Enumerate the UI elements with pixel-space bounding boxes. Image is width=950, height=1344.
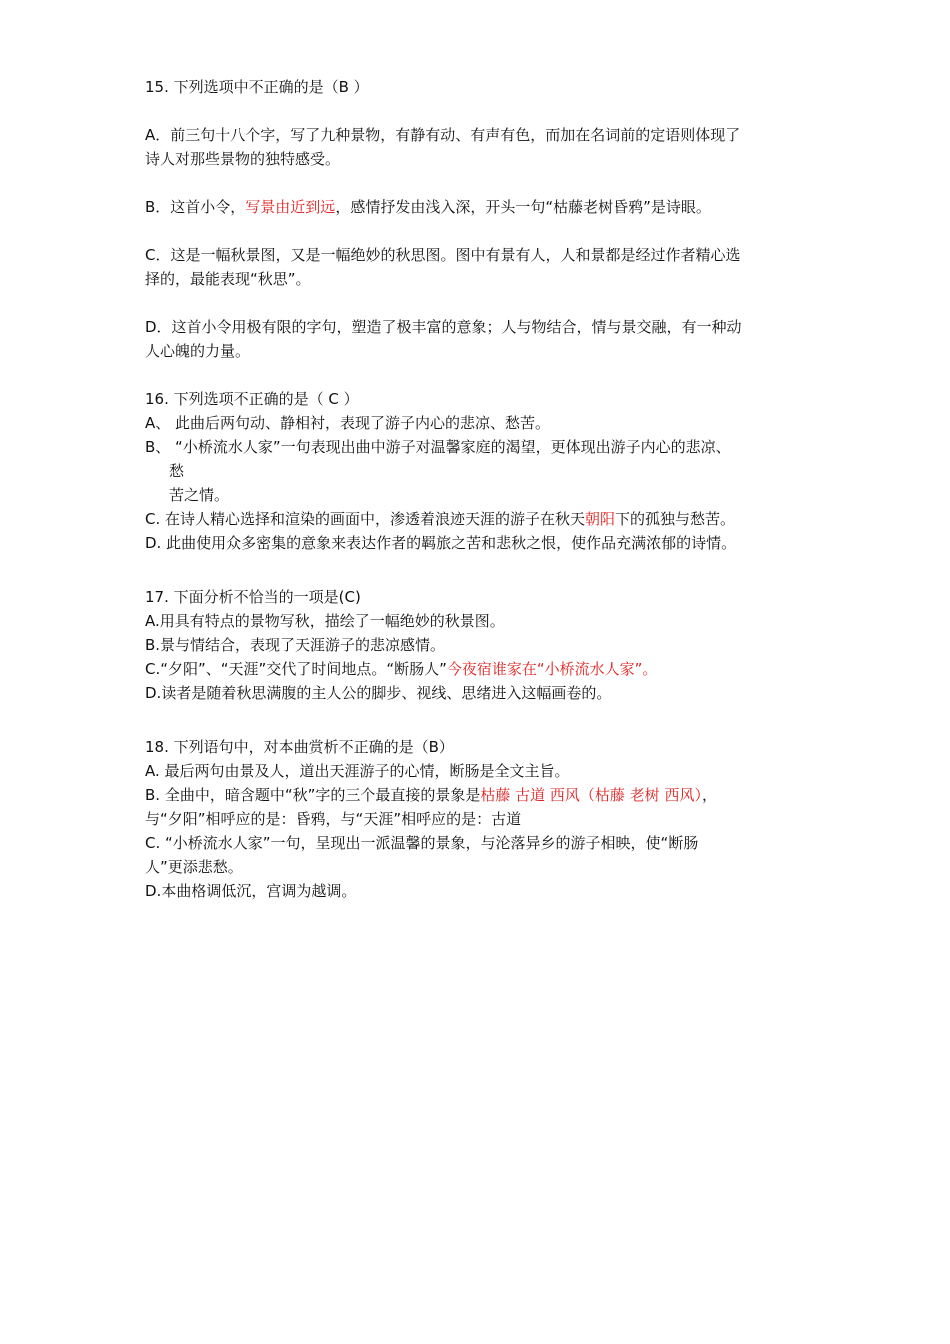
- option-16-b-line-2: 愁: [169, 462, 185, 480]
- option-16-d: D. 此曲使用众多密集的意象来表达作者的羁旅之苦和悲秋之恨，使作品充满浓郁的诗情。: [145, 534, 737, 552]
- option-15-c-line-1: C．这是一幅秋景图，又是一幅绝妙的秋思图。图中有景有人，人和景都是经过作者精心选: [145, 246, 741, 264]
- option-18-b-line-2: 与“夕阳”相呼应的是：昏鸦，与“天涯”相呼应的是：古道: [145, 810, 522, 828]
- option-16-c: [145, 507, 825, 531]
- question-18: [145, 735, 825, 903]
- option-18-d: D.本曲格调低沉，宫调为越调。: [145, 882, 357, 900]
- option-18-a: A. 最后两句由景及人，道出天涯游子的心情，断肠是全文主旨。: [145, 762, 570, 780]
- option-15-b-highlight: 写景由近到远: [245, 198, 336, 216]
- option-17-d: D.读者是随着秋思满腹的主人公的脚步、视线、思绪进入这幅画卷的。: [145, 684, 612, 702]
- option-17-c: [145, 657, 825, 681]
- option-18-b-line-1: [145, 783, 825, 807]
- option-15-a-line-1: A．前三句十八个字，写了九种景物，有静有动、有声有色，而加在名词前的定语则体现了: [145, 126, 741, 144]
- option-18-b-text-end: ，: [701, 786, 717, 804]
- option-15-b-text: B．这首小令，: [145, 198, 246, 216]
- question-18-stem: 18. 下列语句中，对本曲赏析不正确的是（B）: [145, 738, 454, 756]
- option-15-c-line-2: 择的，最能表现“秋思”。: [145, 270, 311, 288]
- option-16-b-line-3: 苦之情。: [169, 486, 230, 504]
- option-18-c-line-2: 人”更添悲愁。: [145, 858, 243, 876]
- option-15-d-line-2: 人心魄的力量。: [145, 342, 251, 360]
- option-16-c-text-end: 下的孤独与愁苦。: [615, 510, 736, 528]
- question-16: [145, 387, 825, 555]
- question-15-stem: 15. 下列选项中不正确的是（B ）: [145, 78, 369, 96]
- question-16-stem: 16. 下列选项不正确的是（ C ）: [145, 390, 359, 408]
- question-17: [145, 585, 825, 705]
- option-15-a-line-2: 诗人对那些景物的独特感受。: [145, 150, 341, 168]
- option-18-c-line-1: C. “小桥流水人家”一句，呈现出一派温馨的景象，与沦落异乡的游子相映，使“断肠: [145, 834, 699, 852]
- question-17-stem: 17. 下面分析不恰当的一项是(C): [145, 588, 361, 606]
- question-15: [145, 75, 825, 363]
- option-18-b-highlight: 枯藤 古道 西风（枯藤 老树 西风）: [480, 786, 702, 804]
- option-17-a: A.用具有特点的景物写秋，描绘了一幅绝妙的秋景图。: [145, 612, 505, 630]
- option-15-b: [145, 195, 825, 219]
- option-15-b-text-end: ，感情抒发由浅入深，开头一句“枯藤老树昏鸦”是诗眼。: [335, 198, 711, 216]
- option-15-d-line-1: D．这首小令用极有限的字句，塑造了极丰富的意象；人与物结合，情与景交融，有一种动: [145, 318, 742, 336]
- option-18-b-text: B. 全曲中，暗含题中“秋”字的三个最直接的景象是: [145, 786, 481, 804]
- option-16-a: A、 此曲后两句动、静相衬，表现了游子内心的悲凉、愁苦。: [145, 414, 551, 432]
- option-17-c-text: C.“夕阳”、“天涯”交代了时间地点。“断肠人”: [145, 660, 447, 678]
- option-16-b-line-1: B、 “小桥流水人家”一句表现出曲中游子对温馨家庭的渴望，更体现出游子内心的悲凉、: [145, 438, 731, 456]
- option-17-b: B.景与情结合，表现了天涯游子的悲凉感情。: [145, 636, 446, 654]
- option-16-c-highlight: 朝阳: [585, 510, 616, 528]
- option-17-c-highlight: 今夜宿谁家在“小桥流水人家”。: [446, 660, 658, 678]
- option-16-c-text: C. 在诗人精心选择和渲染的画面中，渗透着浪迹天涯的游子在秋天: [145, 510, 586, 528]
